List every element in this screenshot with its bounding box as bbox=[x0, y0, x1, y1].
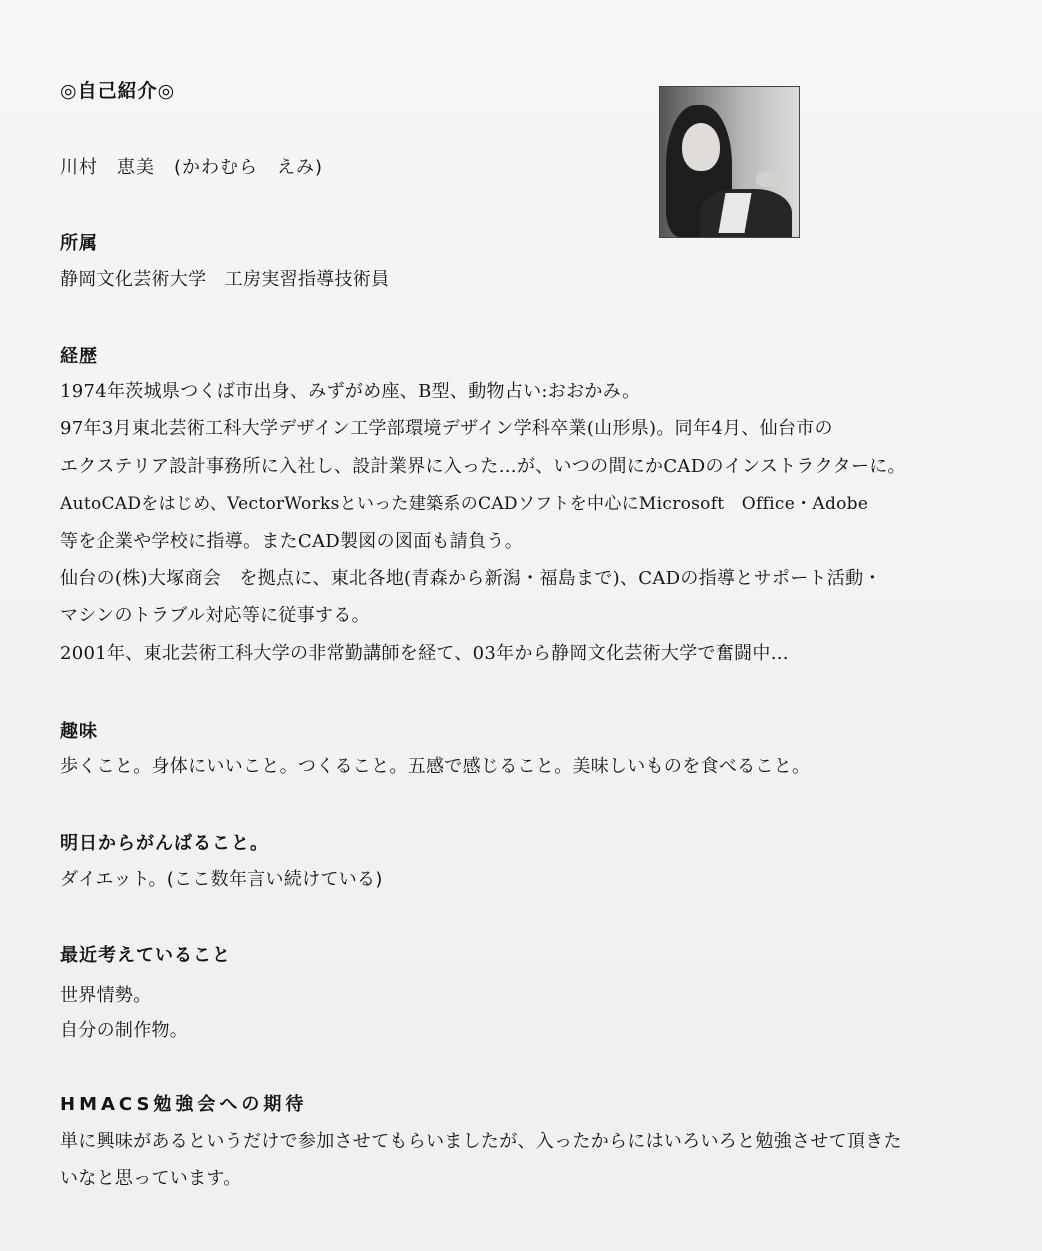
career-line: 等を企業や学校に指導。またCAD製図の図面も請負う。 bbox=[60, 531, 524, 552]
hobby-heading: 趣味 bbox=[60, 721, 98, 742]
photo-hand bbox=[756, 171, 782, 187]
expectation-line: 単に興味があるというだけで参加させてもらいましたが、入ったからにはいろいろと勉強させて頂きた bbox=[60, 1131, 902, 1152]
career-line: マシンのトラブル対応等に従事する。 bbox=[60, 605, 370, 626]
career-line: 仙台の(株)大塚商会 を拠点に、東北各地(青森から新潟・福島まで)、CADの指導とサポート活動・ bbox=[60, 568, 882, 589]
person-name: 川村 恵美 (かわむら えみ) bbox=[60, 157, 324, 178]
career-line: 2001年、東北芸術工科大学の非常勤講師を経て、03年から静岡文化芸術大学で奮闘中… bbox=[60, 643, 789, 664]
career-line: エクステリア設計事務所に入社し、設計業界に入った…が、いつの間にかCADのインストラクターに。 bbox=[60, 456, 906, 477]
affiliation-heading: 所属 bbox=[60, 233, 98, 254]
career-line: AutoCADをはじめ、VectorWorksといった建築系のCADソフトを中心にMicrosoft Office・Adobe bbox=[60, 494, 869, 514]
thinking-heading: 最近考えていること bbox=[60, 945, 231, 966]
profile-photo bbox=[659, 86, 800, 238]
career-line: 1974年茨城県つくば市出身、みずがめ座、B型、動物占い:おおかみ。 bbox=[60, 381, 641, 402]
document-title: ◎自己紹介◎ bbox=[60, 80, 176, 102]
tomorrow-heading: 明日からがんばること。 bbox=[60, 833, 269, 854]
career-heading: 経歴 bbox=[60, 346, 98, 367]
hobby-text: 歩くこと。身体にいいこと。つくること。五感で感じること。美味しいものを食べること。 bbox=[60, 756, 811, 777]
affiliation-text: 静岡文化芸術大学 工房実習指導技術員 bbox=[60, 269, 390, 290]
career-line: 97年3月東北芸術工科大学デザイン工学部環境デザイン学科卒業(山形県)。同年4月、仙台市の bbox=[60, 418, 833, 439]
expectation-line: いなと思っています。 bbox=[60, 1168, 242, 1189]
thinking-line: 自分の制作物。 bbox=[60, 1020, 189, 1041]
thinking-line: 世界情勢。 bbox=[60, 985, 152, 1006]
tomorrow-text: ダイエット。(ここ数年言い続けている) bbox=[60, 869, 383, 890]
expectation-heading: HMACS勉強会への期待 bbox=[60, 1094, 308, 1115]
photo-face bbox=[682, 123, 720, 171]
